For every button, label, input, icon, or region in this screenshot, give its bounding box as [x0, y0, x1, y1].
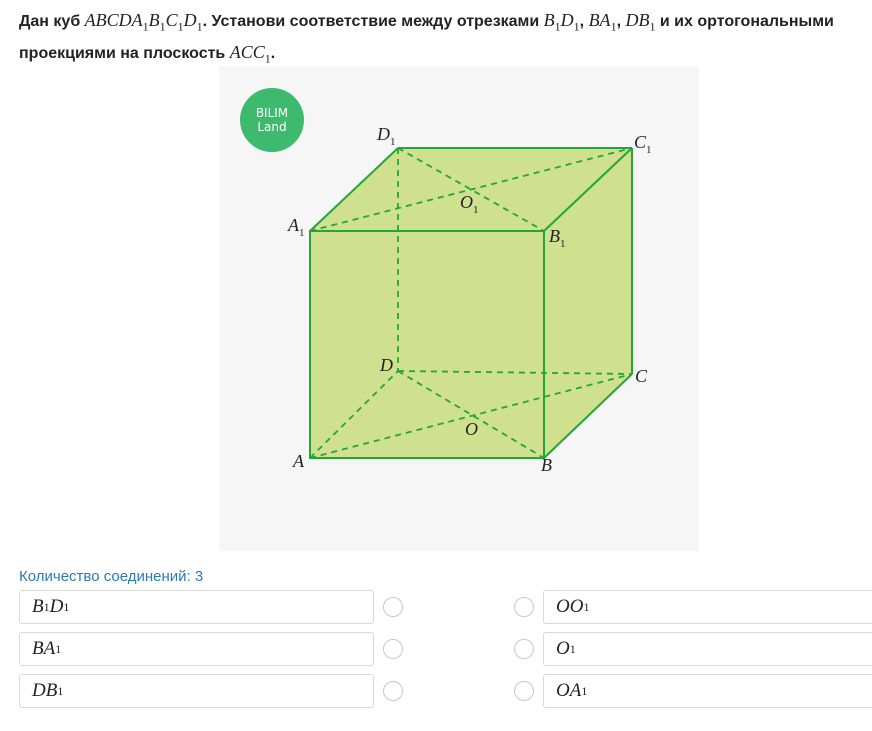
left-connector-2[interactable] — [383, 639, 403, 659]
right-connector-3[interactable] — [514, 681, 534, 701]
segment-db1: $DB_1$ — [625, 10, 656, 34]
left-item-db1[interactable]: DB 1 — [19, 674, 374, 708]
cube-name: $ABCDA_1B_1C_1D_1$ — [84, 10, 203, 34]
right-item-oa1[interactable]: OA 1 — [543, 674, 872, 708]
label-b1: $B_1$ — [549, 226, 566, 250]
right-item-oo1[interactable]: OO 1 — [543, 590, 872, 624]
label-d: D — [380, 355, 393, 375]
label-o1: $O_1$ — [460, 192, 479, 216]
label-d1: $D_1$ — [377, 124, 396, 148]
left-item-b1d1[interactable]: B 1 D 1 — [19, 590, 374, 624]
label-a: A — [293, 451, 304, 471]
left-item-ba1[interactable]: BA 1 — [19, 632, 374, 666]
label-b: B — [541, 455, 552, 475]
question-mid: . Установи соответствие между отрезками — [202, 13, 544, 30]
label-c1: $C_1$ — [634, 132, 652, 156]
right-connector-1[interactable] — [514, 597, 534, 617]
label-c: C — [635, 366, 648, 386]
cube-diagram — [219, 66, 699, 551]
question-text: Дан куб $ABCDA_1B_1C_1D_1$. Установи соответствие между отрезками $B_1D_1$, $BA_1$, $DB_1$ и их ортогональными проекциями на плоскость $ACC_1$. — [19, 10, 834, 66]
left-connector-3[interactable] — [383, 681, 403, 701]
segment-ba1: $BA_1$ — [588, 10, 617, 34]
label-o: O — [465, 419, 478, 439]
logo-text-line1: BILIM — [255, 106, 289, 120]
question-prefix: Дан куб — [19, 13, 85, 30]
cube-figure — [219, 66, 699, 551]
right-connector-2[interactable] — [514, 639, 534, 659]
label-a1: $A_1$ — [288, 215, 305, 239]
segment-b1d1: $B_1D_1$ — [543, 10, 580, 34]
plane-acc1: $ACC_1$ — [229, 41, 271, 66]
right-item-o1[interactable]: O 1 — [543, 632, 872, 666]
question-mid2: и их ортогональными проекциями на плоскость — [19, 13, 834, 62]
connections-count: Количество соединений: 3 — [19, 568, 204, 585]
left-connector-1[interactable] — [383, 597, 403, 617]
logo-text-line2: Land — [257, 120, 287, 134]
